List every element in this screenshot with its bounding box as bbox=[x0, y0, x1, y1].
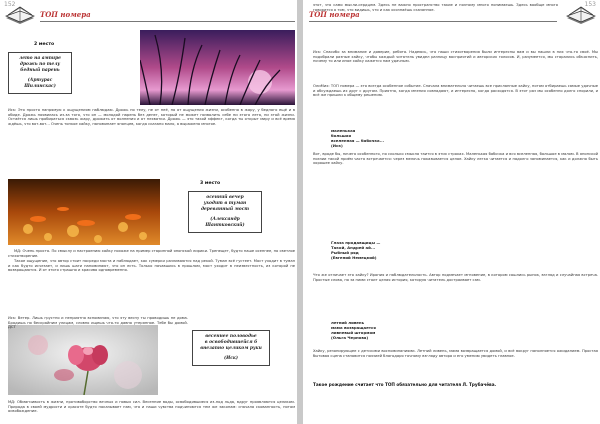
book-logo-icon bbox=[565, 4, 597, 26]
poem-2 bbox=[331, 240, 380, 260]
book-logo-icon bbox=[4, 4, 36, 26]
poem-line: Глаза продавщицы — bbox=[331, 240, 381, 245]
right-page bbox=[303, 0, 600, 424]
poem-author: (Иск) bbox=[331, 143, 343, 148]
poem-line: Такой, Андрей ай... bbox=[331, 245, 376, 250]
haiku-line: осенний вечер bbox=[206, 195, 244, 200]
poem-line: маленькая bbox=[331, 128, 356, 133]
poem-line: Рыбный ряд bbox=[331, 250, 359, 255]
paragraph-1: Иск: Спасибо за внимание и доверие, ребята. Надеюсь, что наши стихотворения были интересны вам и вы нашли в них что-то своё. Мы подобрали разные хайку, чтобы каждый читатель увидел разницу восприятий и авторских голосов. И, разумеется, мы старались объяснить, почему то или иное хайку кажется нам удачным. bbox=[313, 50, 598, 64]
place-label-3: 3 место bbox=[200, 181, 221, 186]
place-label-2: 2 место bbox=[34, 42, 55, 47]
poem-3 bbox=[331, 320, 376, 340]
left-page bbox=[0, 0, 297, 424]
commentary-paragraph: МД: Очень просто. По смыслу и настроению хайку похоже на пример старинной японской лирики. Трепещет, будто наше осеннее, но светлое стихотворение. bbox=[8, 249, 295, 258]
poem-1 bbox=[331, 128, 384, 148]
haiku-box-3 bbox=[188, 191, 262, 233]
poem-line: летний ливень bbox=[331, 320, 365, 325]
paragraph-5: Хайку, резонирующее с детскими воспоминаниями. Летний ливень, мама возвращается домой, и всё вокруг наполняется ожиданием. Простая бытовая сцена становится поэзией благодаря точному взгляду автора и его умению увидеть главное. bbox=[313, 349, 598, 358]
poem-line: вселенная — бабочка... bbox=[331, 138, 385, 143]
commentary-2: Иск: Это просто напрямую к ощущениям наблюдаю. Дрожь по телу, не от неё, но от ощущения жизни, особенно в жару, у бедного ещё и в обиде. Дрожь появилась из-за того, что он — молодой парень без денег, который не может позволить себе ни этого лета, ни этой жизни. Остаётся лишь пробираться сквозь жару, дрожать от волнения и от нехватки. Дрожь — это такой эффект, когда ты открыт миру и всё время ждёшь, что вот-вот... Очень тонкое хайку, напоминает японцев, когда сказано мало, а выражено многое. bbox=[8, 108, 295, 126]
header-rule-right bbox=[309, 21, 557, 22]
haiku-line: в освободившейся б bbox=[204, 340, 258, 345]
page-number-right: 153 bbox=[584, 1, 596, 8]
paragraph-3: Вот, вроде бы, ничего особенного, но сколько смысла таится в этих строках. Маленькая бабочка и вся вселенная, большое в малом. В японской поэзии такой приём часто встречается: через мелочь показывается целое. Хайку легко читается и надолго запоминается, как и должно быть хорошее хайку. bbox=[313, 152, 598, 166]
haiku-line: деревянный мост bbox=[200, 207, 250, 212]
page-header-right: ТОП номера bbox=[309, 10, 360, 19]
paragraph-2: ОлиМих: ТОП номера — это всегда особенное событие. Сначала внимательно читаешь все присланные хайку, потом отбираешь самые удачные и обсуждаешь их друг с другом. Приятно, когда мнения совпадают, и интересно, когда расходятся. В этот раз мы особенно долго спорили, и всё же пришли к общему решению. bbox=[313, 84, 598, 98]
commentary-3 bbox=[8, 249, 295, 274]
haiku-line: дрожь по телу bbox=[19, 62, 61, 67]
haiku-line: лето на ампире bbox=[19, 56, 61, 61]
poem-author: (Евгений Немецкий) bbox=[331, 255, 377, 260]
commentary-4b: МД: Обманчивость в жизни, противоборство вечных и новых сил. Весенние воды, освободившиеся из-под льда, вдруг проявляются целиком. Природа в своей мудрости и красоте будто показывает нам, что и наши чувства подчиняются тем же законам: сначала скованность, потом освобождение. bbox=[8, 400, 295, 414]
photo-grass-sunset bbox=[140, 30, 295, 105]
photo-pink-flower bbox=[8, 325, 158, 395]
haiku-line: внезапно целиком руки bbox=[200, 346, 262, 351]
intro-text: этот, что само мысли-сердцем. Здесь не важно пространство такие и поэтому много понимаешь. Здесь вообще много говорится о том, что видишь, что и как осознаёшь сказанное. bbox=[313, 3, 558, 12]
closing-line: Такое рождение считает что ТОП обязательно для читателя Л. Трубачёва. bbox=[313, 382, 497, 387]
commentary-paragraph: Такое ощущение, что автор стоит посреди моста и наблюдает, как сумерки разливаются над рекой. Туман всё густеет. Мост уходит в туман и как будто исчезает, и лишь шаги напоминают, что он есть. Только начавшись в прошлом, мост уходит в неизвестность, из которой не возвращаются. И от этого страшно и красиво одновременно. bbox=[8, 259, 295, 273]
haiku-line: уходит в туман bbox=[203, 201, 247, 206]
haiku-box-4 bbox=[192, 330, 270, 366]
page-header-left: ТОП номера bbox=[40, 10, 91, 19]
header-rule-left bbox=[40, 21, 295, 22]
paragraph-4: Что же отличает это хайку? Ирония и наблюдательность. Автор подмечает мгновение, в котором сошлись рынок, взгляд и случайная встреча. Простые слова, но за ними стоит целая история, которую читатель достраивает сам. bbox=[313, 273, 598, 282]
haiku-line: весеннее половодье bbox=[205, 334, 257, 339]
haiku-author: (Александр Шантковский) bbox=[205, 217, 245, 228]
page-number-left: 152 bbox=[4, 1, 16, 8]
haiku-line: бедный парень bbox=[20, 68, 60, 73]
poem-line: ливневый штормом bbox=[331, 330, 376, 335]
haiku-author: (Иск) bbox=[224, 356, 238, 361]
commentary-4a: Иск: Ветер. Лишь грустно и неприятно вспоминаю, что эту весну ты проводишь не дома. Бродишь по бескрайним улицам, словно ищешь что-то давно утерянное. Тебе бы домой. ДСТ bbox=[8, 316, 188, 330]
haiku-box-2 bbox=[8, 52, 72, 94]
poem-line: мама возвращается bbox=[331, 325, 376, 330]
haiku-author: (Артурас Шилинскас) bbox=[24, 78, 56, 89]
poem-line: большая bbox=[331, 133, 351, 138]
poem-author: (Ольга Чернова) bbox=[331, 335, 369, 340]
photo-autumn-leaves bbox=[8, 179, 160, 245]
